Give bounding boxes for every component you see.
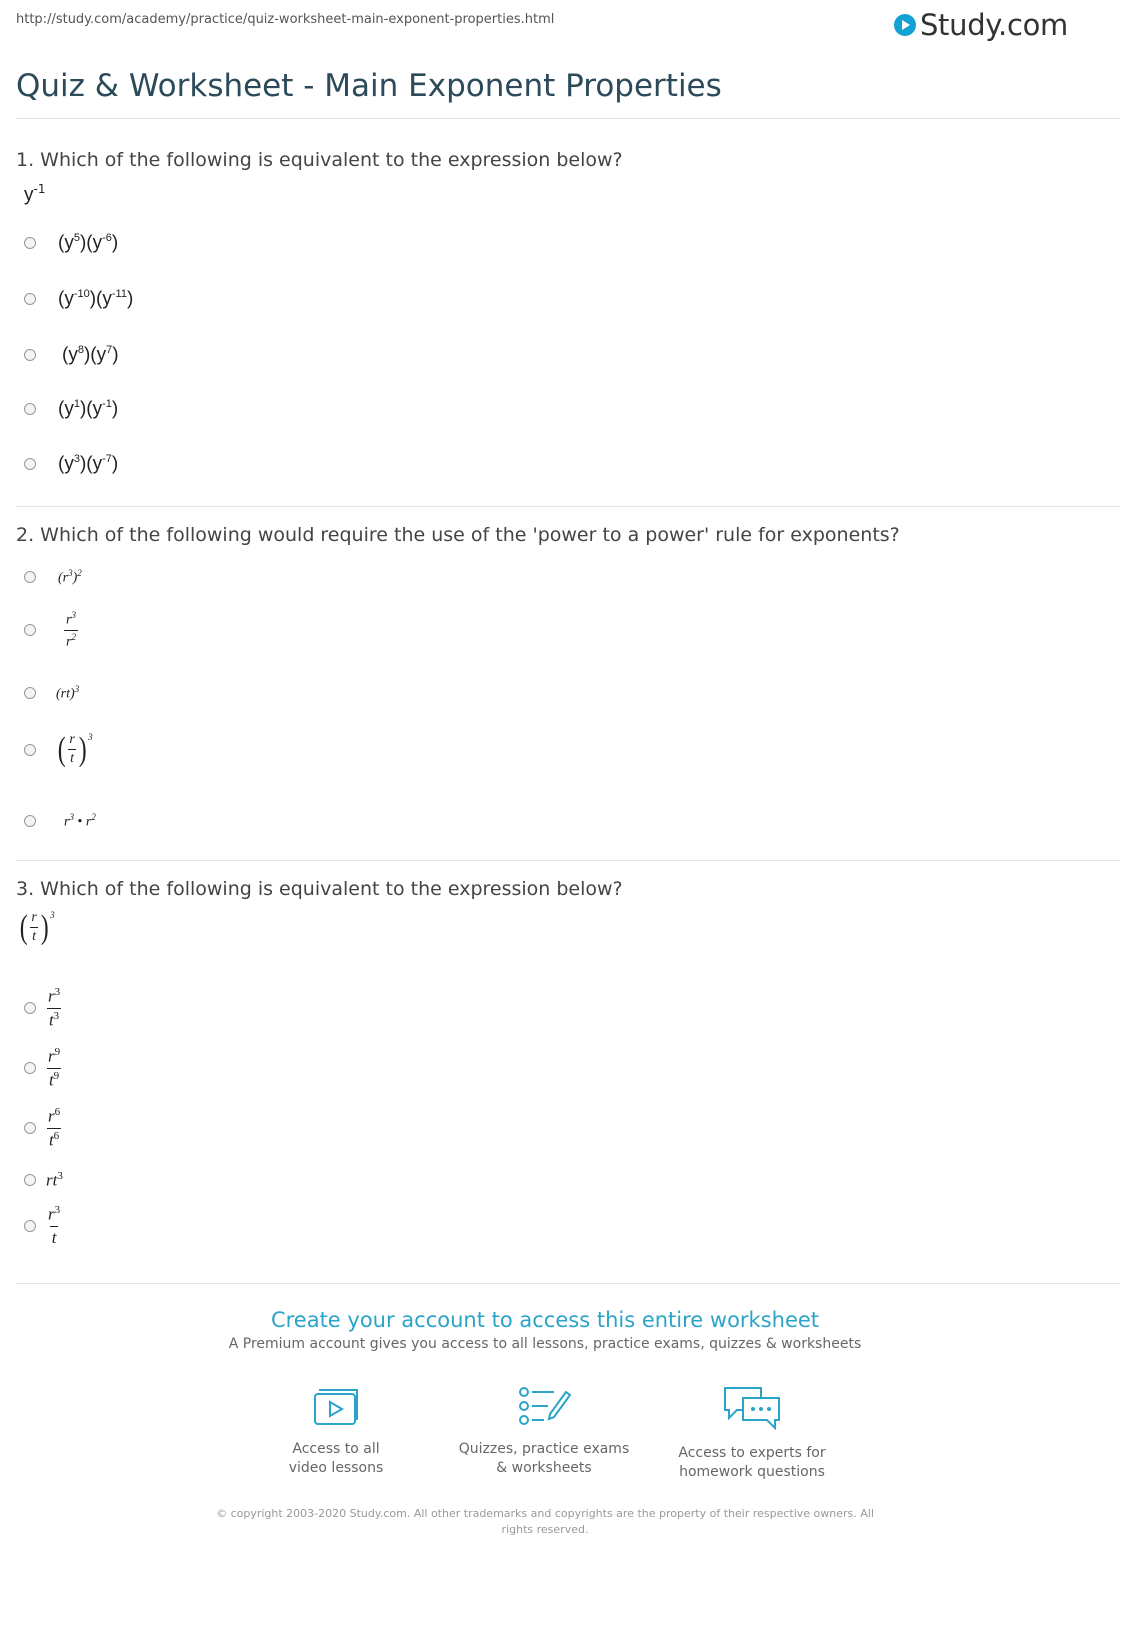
question-2-option-2[interactable]	[24, 610, 78, 650]
option-expression: ( $\frac{r}{t}$ ) $^3$	[57, 730, 93, 768]
divider	[16, 1283, 1120, 1284]
radio-button[interactable]	[24, 624, 36, 636]
feature-experts	[642, 1384, 862, 1482]
feature-label: Access to all video lessons	[288, 1441, 384, 1476]
option-expression: $r^3$ • $r^2$	[64, 812, 96, 830]
option-expression: $\frac{r^9}{t^9}$	[48, 1046, 61, 1090]
radio-button[interactable]	[24, 237, 36, 249]
divider	[16, 860, 1120, 861]
stem-base: y	[24, 184, 34, 206]
question-2-option-3[interactable]	[24, 684, 79, 703]
question-3-option-1[interactable]	[24, 986, 62, 1030]
question-3-option-4[interactable]	[24, 1170, 63, 1191]
question-1-text: 1. Which of the following is equivalent to the expression below?	[16, 149, 623, 171]
brand-logo[interactable]	[894, 8, 1068, 42]
question-1-option-1[interactable]	[24, 232, 118, 254]
page-title: Quiz & Worksheet - Main Exponent Properties	[16, 68, 722, 104]
question-1-option-2[interactable]	[24, 288, 133, 310]
question-2-option-4[interactable]	[24, 732, 93, 767]
question-3-option-5[interactable]	[24, 1204, 62, 1248]
option-expression: $\frac{r^6}{t^6}$	[48, 1106, 61, 1150]
radio-button[interactable]	[24, 687, 36, 699]
radio-button[interactable]	[24, 1174, 36, 1186]
option-expression: $(y^8)(y^7)$	[62, 344, 119, 366]
question-2-option-1[interactable]	[24, 568, 82, 587]
question-3-option-2[interactable]	[24, 1046, 62, 1090]
option-expression: (rt)$^3$	[56, 684, 80, 702]
divider	[16, 506, 1120, 507]
radio-button[interactable]	[24, 1122, 36, 1134]
option-expression: $(y^{-10})(y^{-11})$	[58, 288, 134, 310]
option-expression: $\frac{r^3}{t}$	[48, 1204, 61, 1247]
radio-button[interactable]	[24, 744, 36, 756]
chat-bubbles-icon	[721, 1384, 783, 1432]
question-2-text: 2. Which of the following would require the use of the 'power to a power' rule for exponents?	[16, 524, 900, 546]
cta-subtitle: A Premium account gives you access to all lessons, practice exams, quizzes & worksheets	[228, 1336, 862, 1352]
question-3-text: 3. Which of the following is equivalent to the expression below?	[16, 878, 623, 900]
play-icon	[894, 14, 916, 36]
question-3-stem: ( $\frac{r}{t}$ ) $^3$	[19, 908, 55, 946]
feature-video-lessons	[226, 1384, 446, 1478]
radio-button[interactable]	[24, 349, 36, 361]
question-3-option-3[interactable]	[24, 1106, 62, 1150]
divider	[16, 118, 1120, 119]
question-1-option-5[interactable]	[24, 453, 118, 475]
radio-button[interactable]	[24, 1062, 36, 1074]
footer-copyright: © copyright 2003-2020 Study.com. All other trademarks and copyrights are the property of their respective owners. All rights reserved.	[216, 1507, 874, 1536]
radio-button[interactable]	[24, 293, 36, 305]
option-expression: $(y^1)(y^{-1})$	[58, 398, 119, 420]
option-expression: $(y^5)(y^{-6})$	[58, 232, 119, 254]
question-1-option-4[interactable]	[24, 398, 118, 420]
radio-button[interactable]	[24, 571, 36, 583]
question-2-option-5[interactable]	[24, 812, 96, 831]
radio-button[interactable]	[24, 458, 36, 470]
option-expression: $(y^3)(y^{-7})$	[58, 453, 119, 475]
stem-exponent: -1	[33, 182, 46, 196]
feature-quizzes	[434, 1384, 654, 1478]
page-url: http://study.com/academy/practice/quiz-worksheet-main-exponent-properties.html	[16, 12, 555, 27]
question-1-option-3[interactable]	[24, 344, 119, 366]
option-expression: $\frac{r^3}{r^2}$	[66, 610, 76, 650]
option-expression: $\frac{r^3}{t^3}$	[48, 986, 61, 1030]
radio-button[interactable]	[24, 1002, 36, 1014]
feature-label: Access to experts for homework questions	[678, 1445, 826, 1480]
cta-title[interactable]: Create your account to access this entire worksheet	[270, 1308, 820, 1332]
feature-label: Quizzes, practice exams & worksheets	[458, 1441, 630, 1476]
radio-button[interactable]	[24, 403, 36, 415]
video-lesson-icon	[311, 1384, 361, 1428]
radio-button[interactable]	[24, 1220, 36, 1232]
question-1-stem	[24, 182, 45, 206]
quiz-checklist-icon	[516, 1384, 572, 1428]
option-expression: $rt^3$	[46, 1170, 63, 1190]
brand-name: Study.com	[919, 8, 1068, 42]
option-expression: $(r^3)^2$	[58, 568, 82, 586]
radio-button[interactable]	[24, 815, 36, 827]
